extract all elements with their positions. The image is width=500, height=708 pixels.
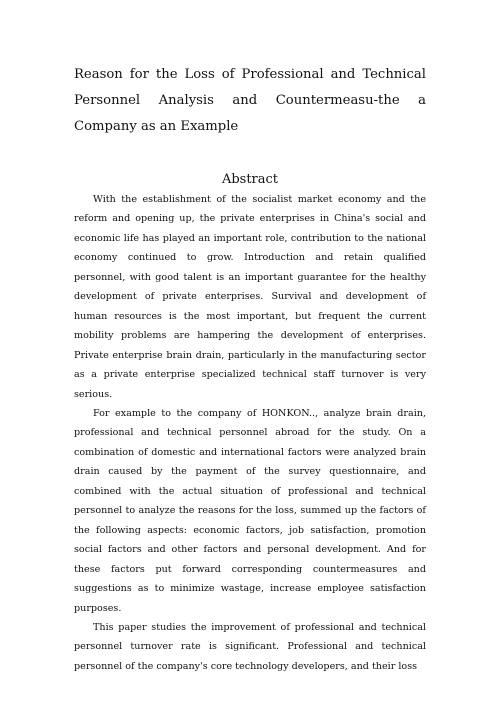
document-title: Reason for the Loss of Professional and Technical Personnel Analysis and Countermeasu-the a Company as an Example — [74, 67, 426, 134]
abstract-heading: Abstract — [221, 172, 279, 187]
abstract-paragraph: For example to the company of HONKON.., analyze brain drain, professional and technical personnel abroad for the study. On a combination of domestic and international factors were analyzed brain drain caused by the payment of the survey questionnaire, and combined with the actual situation of professional and technical personnel to analyze the reasons for the loss, summed up the factors of the following aspects: economic factors, job satisfaction, promotion social factors and other factors and personal development. And for these factors put forward corresponding countermeasures and suggestions as to minimize wastage, increase employee satisfaction purposes. — [74, 407, 426, 614]
abstract-paragraph: With the establishment of the socialist market economy and the reform and opening up, the private enterprises in China's social and economic life has played an important role, contribution to the national economy continued to grow. Introduction and retain qualified personnel, with good talent is an important guarantee for the healthy development of private enterprises. Survival and development of human resources is the most important, but frequent the current mobility problems are hampering the development of enterprises. Private enterprise brain drain, particularly in the manufacturing sector as a private enterprise specialized technical staff turnover is very serious. — [74, 194, 426, 400]
abstract-paragraph: This paper studies the improvement of professional and technical personnel turnover rate is significant. Professional and technical personnel of the company's core technology developers, and their loss — [74, 621, 426, 672]
abstract-body — [74, 190, 426, 676]
